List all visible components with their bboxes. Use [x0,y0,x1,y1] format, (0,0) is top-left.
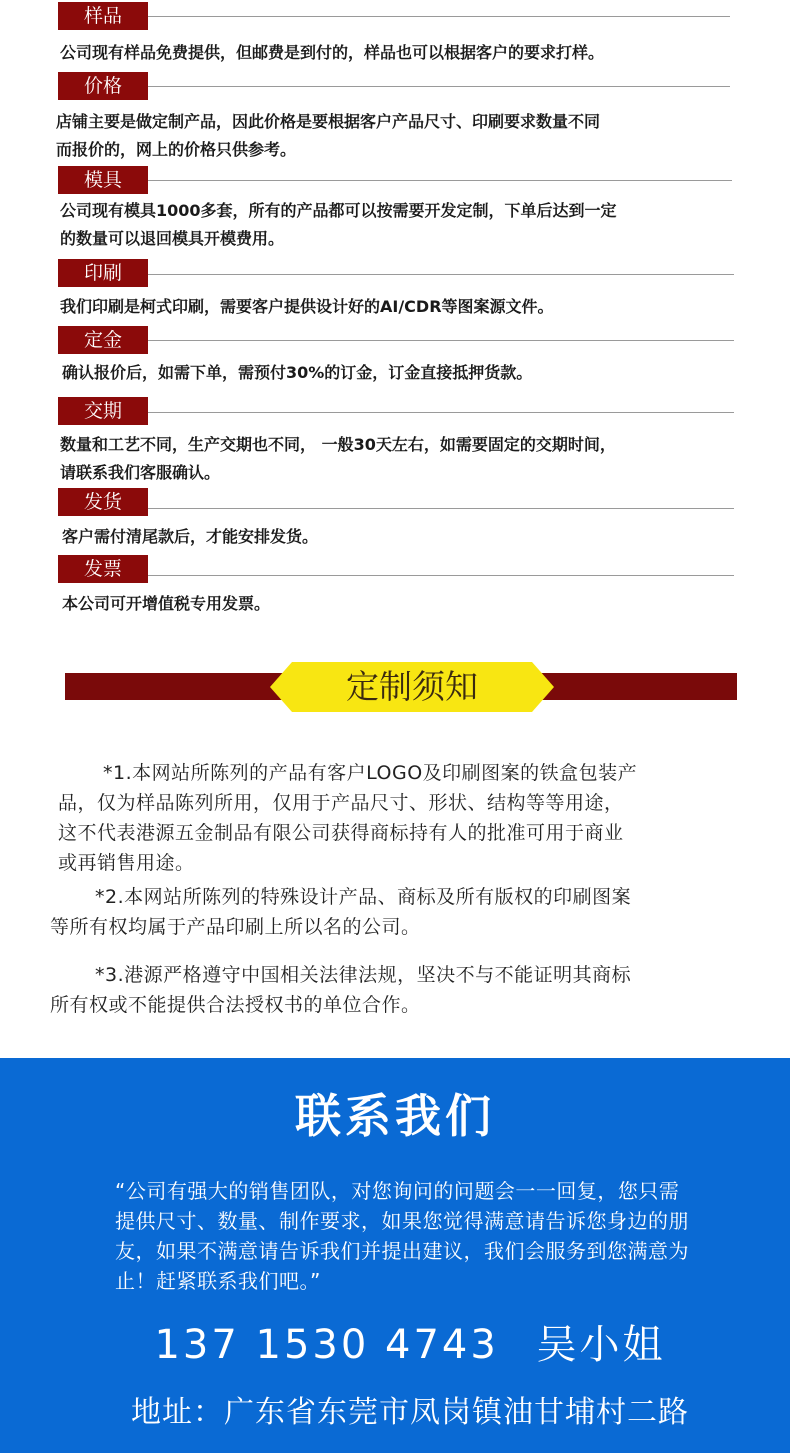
section-text-line: 本公司可开增值税专用发票。 [62,594,271,613]
section-label-delivery-time: 交期 [58,397,148,425]
notice-line: *3.港源严格遵守中国相关法律法规，坚决不与不能证明其商标 [95,964,632,986]
divider [148,274,734,275]
notice-line: 等所有权均属于产品印刷上所以名的公司。 [50,916,421,938]
divider [148,575,734,576]
quote-line: 提供尺寸、数量、制作要求，如果您觉得满意请告诉您身边的朋 [115,1209,689,1233]
notice-line: *1.本网站所陈列的产品有客户LOGO及印刷图案的铁盒包装产 [103,762,638,784]
notice-line: 或再销售用途。 [58,852,195,874]
contact-title: 联系我们 [295,1089,495,1143]
notice-item [50,960,750,1020]
banner-bar-left [65,673,305,700]
section-label-sample: 样品 [58,2,148,30]
quote-line: 友，如果不满意请告诉我们并提出建议，我们会服务到您满意为 [115,1239,689,1263]
section-label-invoice: 发票 [58,555,148,583]
divider [148,412,734,413]
divider [148,180,732,181]
section-text-line: 客户需付清尾款后，才能安排发货。 [62,527,319,546]
divider [148,508,734,509]
section-text-line: 店铺主要是做定制产品，因此价格是要根据客户产品尺寸、印刷要求数量不同 [56,112,601,131]
notice-line: 所有权或不能提供合法授权书的单位合作。 [50,994,421,1016]
phone-number[interactable]: 137 1530 4743 [154,1322,499,1368]
notice-item [50,882,750,942]
section-label-mold: 模具 [58,166,148,194]
divider [148,340,734,341]
section-label-shipping: 发货 [58,488,148,516]
banner-arrow-right-icon [532,662,554,712]
section-label-print: 印刷 [58,259,148,287]
section-text-line: 确认报价后，如需下单，需预付30%的订金，订金直接抵押货款。 [62,363,533,382]
section-text-line: 而报价的，网上的价格只供参考。 [56,140,297,159]
divider [148,86,730,87]
notice-item [58,758,748,878]
contact-section [0,1058,790,1453]
contact-name: 吴小姐 [536,1322,666,1368]
section-text-line: 我们印刷是柯式印刷，需要客户提供设计好的AI/CDR等图案源文件。 [60,297,554,316]
banner-arrow-left-icon [270,662,292,712]
contact-address: 地址：广东省东莞市凤岗镇油甘埔村二路 [131,1395,689,1430]
section-text-line: 请联系我们客服确认。 [60,463,221,482]
section-text-line: 公司现有样品免费提供，但邮费是到付的，样品也可以根据客户的要求打样。 [60,43,605,62]
contact-phone-row [0,1320,790,1370]
section-text-line: 的数量可以退回模具开模费用。 [60,229,285,248]
quote-line: 止！赶紧联系我们吧。” [115,1269,321,1293]
section-label-price: 价格 [58,72,148,100]
notice-line: *2.本网站所陈列的特殊设计产品、商标及所有版权的印刷图案 [95,886,632,908]
section-text-line: 数量和工艺不同，生产交期也不同， 一般30天左右，如需要固定的交期时间， [60,435,616,454]
notice-line: 品，仅为样品陈列所用，仅用于产品尺寸、形状、结构等等用途， [58,792,624,814]
divider [148,16,730,17]
banner-title: 定制须知 [292,662,532,712]
contact-quote [115,1176,740,1296]
section-label-deposit: 定金 [58,326,148,354]
quote-line: “公司有强大的销售团队，对您询问的问题会一一回复，您只需 [115,1179,680,1203]
section-text-line: 公司现有模具1000多套，所有的产品都可以按需要开发定制，下单后达到一定 [60,201,617,220]
notice-line: 这不代表港源五金制品有限公司获得商标持有人的批准可用于商业 [58,822,624,844]
